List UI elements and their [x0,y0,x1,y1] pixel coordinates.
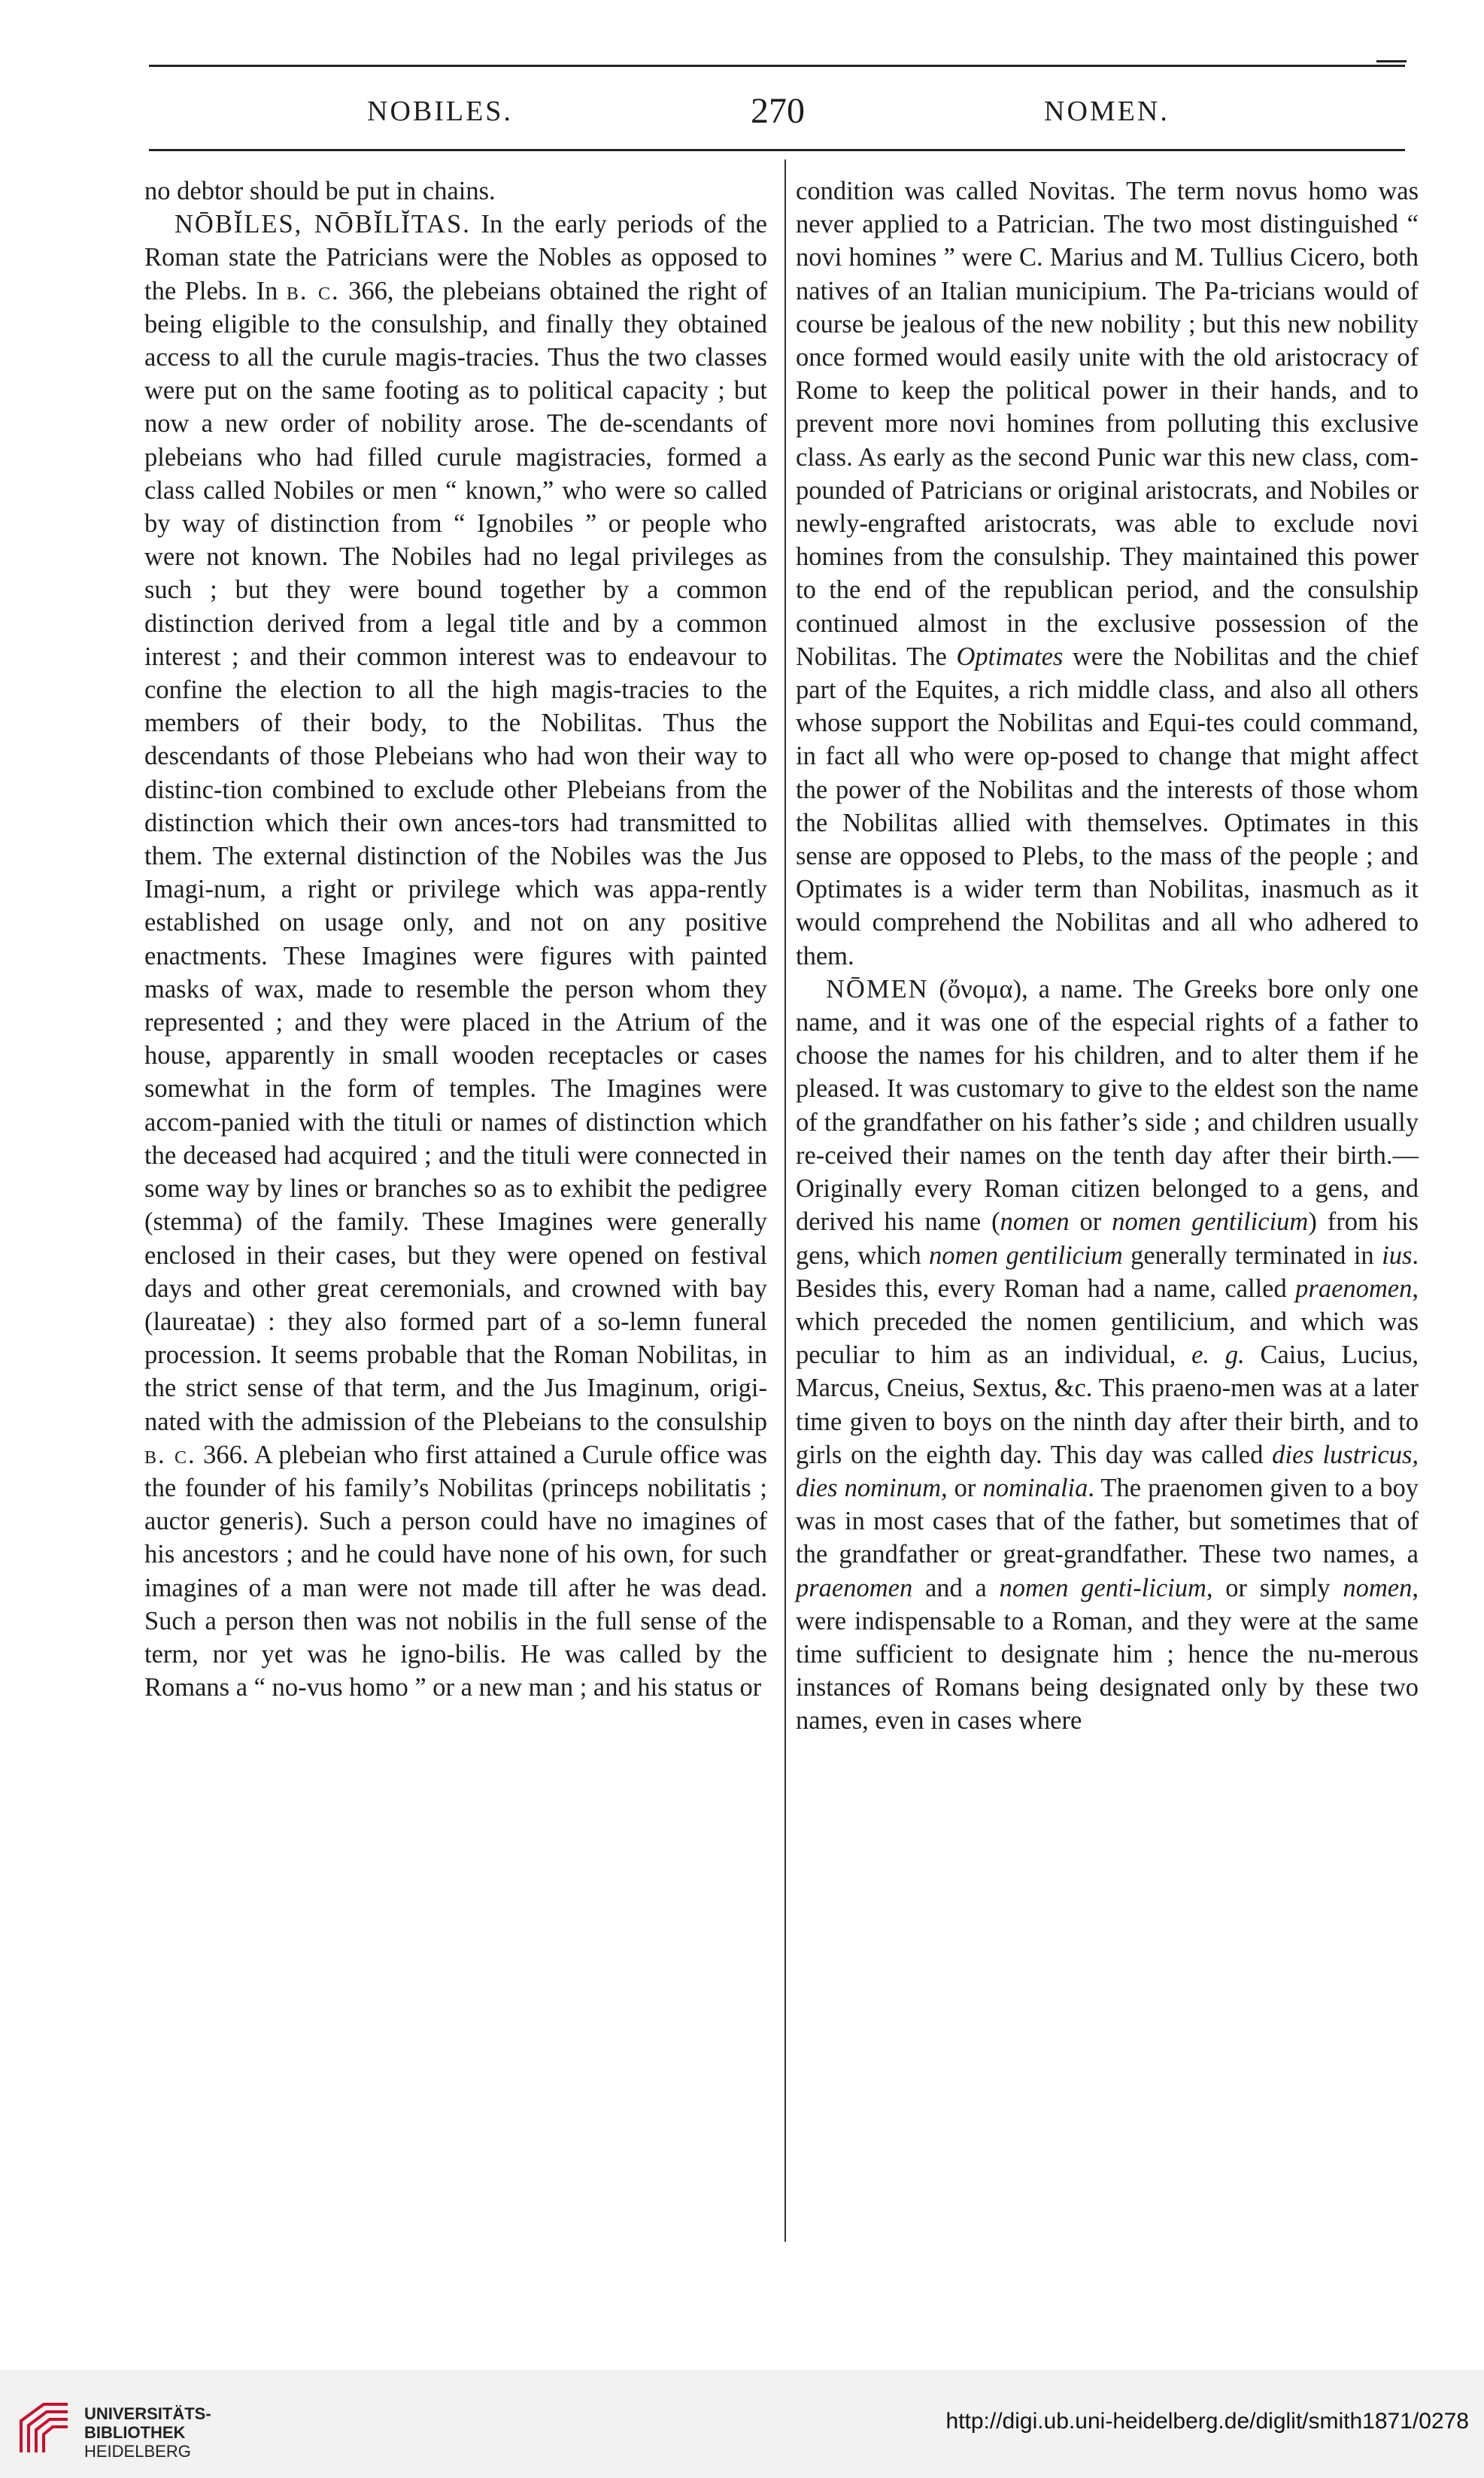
top-rule-tick [1376,60,1407,62]
right-column [796,175,1419,1738]
header-rule [149,149,1405,151]
digitization-footer [0,2370,1484,2478]
permalink-url[interactable]: http://digi.ub.uni-heidelberg.de/diglit/smith1871/0278 [945,2409,1469,2434]
top-rule [149,65,1405,67]
paragraph-continued: no debtor should be put in chains. [144,177,496,205]
entry-headword: NŌMEN [826,974,929,1004]
left-column [144,175,767,1704]
entry-nobiles: NŌBĬLES, NŌBĬLĬTAS. In the early periods of the Roman state the Patricians were the Nobles as opposed to the Plebs. In b. c. 366, the plebeians obtained the right of being eligible to the consulship, and finally they obtained access to all the curule magis-tracies. Thus the two classes were put on the same footing as to political capacity ; but now a new order of nobility arose. The de-scendants of plebeians who had filled curule magistracies, formed a class called Nobiles or men “ known,” who were so called by way of distinction from “ Ignobiles ” or people who were not known. The Nobiles had no legal privileges as such ; but they were bound together by a common distinction derived from a legal title and by a common interest ; and their common interest was to endeavour to confine the election to all the high magis-tracies to the members of their body, to the Nobilitas. Thus the descendants of those Plebeians who had won their way to distinc-tion combined to exclude other Plebeians from the distinction which their own ances-tors had transmitted to them. The external distinction of the Nobiles was the Jus Imagi-num, a right or privilege which was appa-rently established on usage only, and not on any positive enactments. These Imagines were figures with painted masks of wax, made to resemble the person whom they represented ; and they were placed in the Atrium of the house, apparently in small wooden receptacles or cases somewhat in the form of temples. The Imagines were accom-panied with the tituli or names of distinction which the deceased had acquired ; and the tituli were connected in some way by lines or branches so as to exhibit the pedigree (stemma) of the family. These Imagines were generally enclosed in their cases, but they were opened on festival days and other great ceremonials, and crowned with bay (laureatae) : they also formed part of a so-lemn funeral procession. It seems probable that the Roman Nobilitas, in the strict sense of that term, and the Jus Imaginum, origi-nated with the admission of the Plebeians to the consulship b. c. 366. A plebeian who first attained a Curule office was the founder of his family’s Nobilitas (princeps nobilitatis ; auctor generis). Such a person could have no imagines of his ancestors ; and he could have none of his own, for such imagines of a man were not made till after he was dead. Such a person then was not nobilis in the full sense of the term, nor yet was he igno-bilis. He was called by the Romans a “ no-vus homo ” or a new man ; and his status or [144,210,768,1702]
library-logo-icon [14,2398,75,2460]
page-number: 270 [751,91,805,131]
entry-nomen: NŌMEN (ὄνομα), a name. The Greeks bore only one name, and it was one of the especial rights of a father to choose the names for his children, and to alter them if he pleased. It was customary to give to the eldest son the name of the grandfather on his father’s side ; and children usually re-ceived their names on the tenth day after their birth.—Originally every Roman citizen belonged to a gens, and derived his name (nomen or nomen gentilicium) from his gens, which nomen gentilicium generally terminated in ius. Besides this, every Roman had a name, called praenomen, which preceded the nomen gentilicium, and which was peculiar to him as an individual, e. g. Caius, Lucius, Marcus, Cneius, Sextus, &c. This praeno-men was at a later time given to boys on the ninth day after their birth, and to girls on the eighth day. This day was called dies lustricus, dies nominum, or nominalia. The praenomen given to a boy was in most cases that of the father, but sometimes that of the grandfather or great-grandfather. These two names, a praenomen and a nomen genti-licium, or simply nomen, were indispensable to a Roman, and they were at the same time sufficient to designate him ; hence the nu-merous instances of Romans being designated only by these two names, even in cases where [796,974,1419,1736]
running-head [149,89,1405,141]
entry-headword: NŌBĬLES, NŌBĬLĬTAS. [174,210,471,239]
running-head-left: NOBILES. [367,96,513,127]
running-head-right: NOMEN. [1044,96,1170,127]
paragraph-continued: condition was called Novitas. The term novus homo was never applied to a Patrician. The two most distinguished “ novi homines ” were C. Marius and M. Tullius Cicero, both natives of an Italian municipium. The Pa-tricians would of course be jealous of the new nobility ; but this new nobility once formed would easily unite with the old aristocracy of Rome to keep the political power in their hands, and to prevent more novi homines from polluting this exclusive class. As early as the second Punic war this new class, com-pounded of Patricians or original aristocrats, and Nobiles or newly-engrafted aristocrats, was able to exclude novi homines from the consulship. They maintained this power to the end of the republican period, and the consulship continued almost in the exclusive possession of the Nobilitas. The Optimates were the Nobilitas and the chief part of the Equites, a rich middle class, and also all others whose support the Nobilitas and Equi-tes could command, in fact all who were op-posed to change that might affect the power of the Nobilitas and the interests of those whom the Nobilitas allied with themselves. Optimates in this sense are opposed to Plebs, to the mass of the people ; and Optimates is a wider term than Nobilitas, inasmuch as it would comprehend the Nobilitas and all who adhered to them. [796,177,1419,970]
library-name: UNIVERSITÄTS- BIBLIOTHEK HEIDELBERG [84,2404,211,2461]
column-divider [784,159,786,2242]
